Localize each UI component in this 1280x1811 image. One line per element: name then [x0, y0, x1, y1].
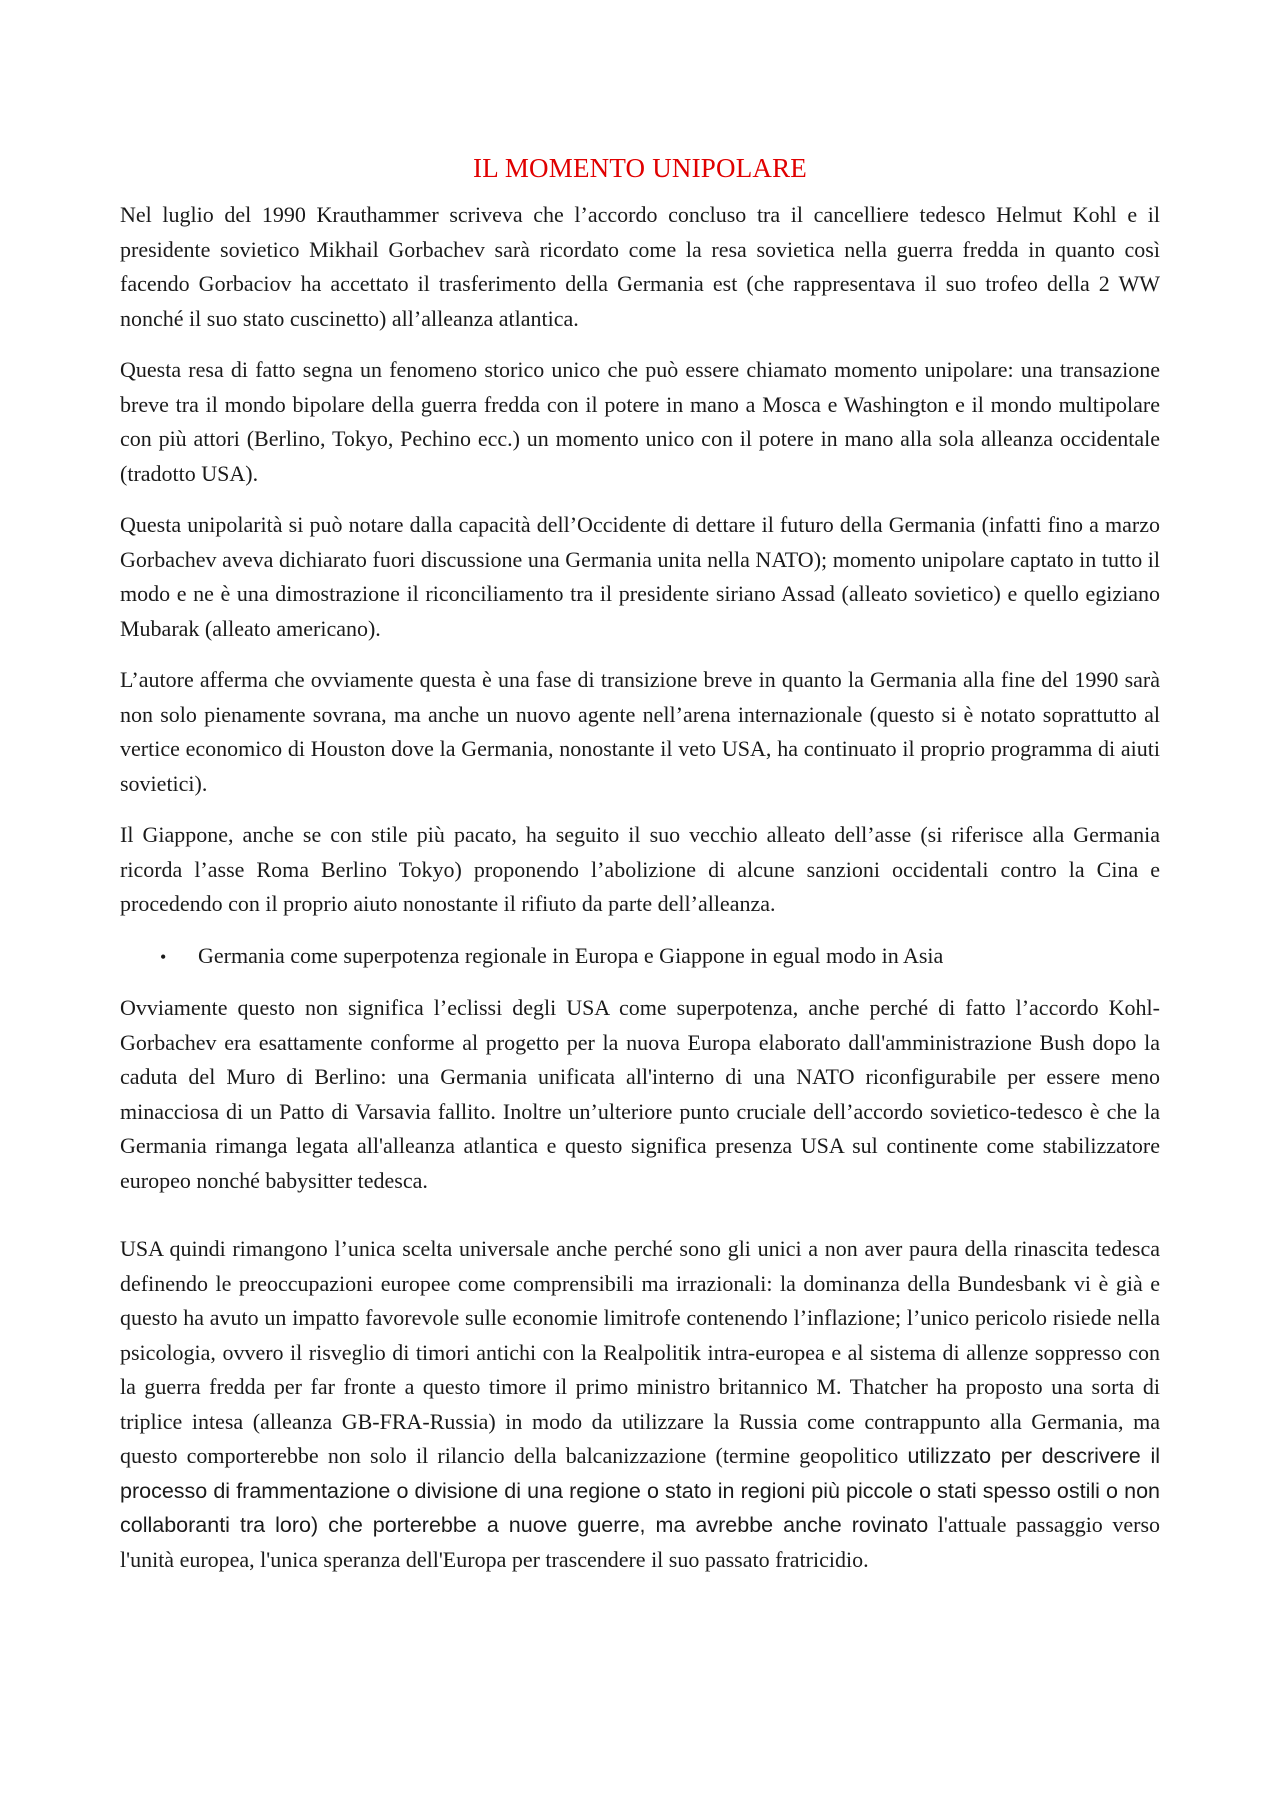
paragraph-7-part-2: utilizzato per descrivere il processo di frammentazione o divisione di una regione o stato in regioni più piccole o stati spesso ostili o non collaboranti tra loro) che porterebbe a nuove guerre, ma avrebbe anche rovinato: [120, 1444, 1161, 1537]
paragraph-2: Questa resa di fatto segna un fenomeno storico unico che può essere chiamato momento unipolare: una transazione breve tra il mondo bipolare della guerra fredda con il potere in mano a Mosca e Washington e il mondo multipolare con più attori (Berlino, Tokyo, Pechino ecc.) un momento unico con il potere in mano alla sola alleanza occidentale (tradotto USA).: [120, 357, 1160, 486]
paragraph-1: Nel luglio del 1990 Krauthammer scriveva che l’accordo concluso tra il cancelliere tedesco Helmut Kohl e il presidente sovietico Mikhail Gorbachev sarà ricordato come la resa sovietica nella guerra fredda in quanto così facendo Gorbaciov ha accettato il trasferimento della Germania est (che rappresentava il suo trofeo della 2 WW nonché il suo stato cuscinetto) all’alleanza atlantica.: [120, 202, 1160, 331]
paragraph-7: [120, 1232, 1160, 1577]
bullet-icon: •: [160, 946, 167, 967]
paragraph-5: Il Giappone, anche se con stile più pacato, ha seguito il suo vecchio alleato dell’asse (si riferisce alla Germania ricorda l’asse Roma Berlino Tokyo) proponendo l’abolizione di alcune sanzioni occidentali contro la Cina e procedendo con il proprio aiuto nonostante il rifiuto da parte dell’alleanza.: [120, 822, 1160, 916]
paragraph-3: Questa unipolarità si può notare dalla capacità dell’Occidente di dettare il futuro della Germania (infatti fino a marzo Gorbachev aveva dichiarato fuori discussione una Germania unita nella NATO); momento unipolare captato in tutto il modo e ne è una dimostrazione il riconciliamento tra il presidente siriano Assad (alleato sovietico) e quello egiziano Mubarak (alleato americano).: [120, 512, 1160, 641]
document-body: [120, 148, 1160, 1594]
paragraph-7-part-3: l'attuale passaggio verso l'unità europea, l'unica speranza dell'Europa per trascendere il suo passato fratricidio.: [120, 1512, 1160, 1572]
bullet-list-item: [120, 939, 1160, 975]
paragraph-6: Ovviamente questo non significa l’eclissi degli USA come superpotenza, anche perché di fatto l’accordo Kohl-Gorbachev era esattamente conforme al progetto per la nuova Europa elaborato dall'amministrazione Bush dopo la caduta del Muro di Berlino: una Germania unificata all'interno di una NATO riconfigurabile per essere meno minacciosa di un Patto di Varsavia fallito. Inoltre un’ulteriore punto cruciale dell’accordo sovietico-tedesco è che la Germania rimanga legata all'alleanza atlantica e questo significa presenza USA sul continente come stabilizzatore europeo nonché babysitter tedesca.: [120, 995, 1160, 1193]
paragraph-4: L’autore afferma che ovviamente questa è una fase di transizione breve in quanto la Germania alla fine del 1990 sarà non solo pienamente sovrana, ma anche un nuovo agente nell’arena internazionale (questo si è notato soprattutto al vertice economico di Houston dove la Germania, nonostante il veto USA, ha continuato il proprio programma di aiuti sovietici).: [120, 667, 1160, 796]
paragraph-7-part-1: USA quindi rimangono l’unica scelta universale anche perché sono gli unici a non aver paura della rinascita tedesca definendo le preoccupazioni europee come comprensibili ma irrazionali: la dominanza della Bundesbank vi è già e questo ha avuto un impatto favorevole sulle economie limitrofe contenendo l’inflazione; l’unico pericolo risiede nella psicologia, ovvero il risveglio di timori antichi con la Realpolitik intra-europea e al sistema di allenze soppresso con la guerra fredda per far fronte a questo timore il primo ministro britannico M. Thatcher ha proposto una sorta di triplice intesa (alleanza GB-FRA-Russia) in modo da utilizzare la Russia come contrappunto alla Germania, ma questo comporterebbe non solo il rilancio della balcanizzazione (termine geopolitico: [120, 1236, 1160, 1468]
bullet-text: Germania come superpotenza regionale in Europa e Giappone in egual modo in Asia: [198, 942, 944, 968]
document-title: IL MOMENTO UNIPOLARE: [473, 153, 807, 183]
